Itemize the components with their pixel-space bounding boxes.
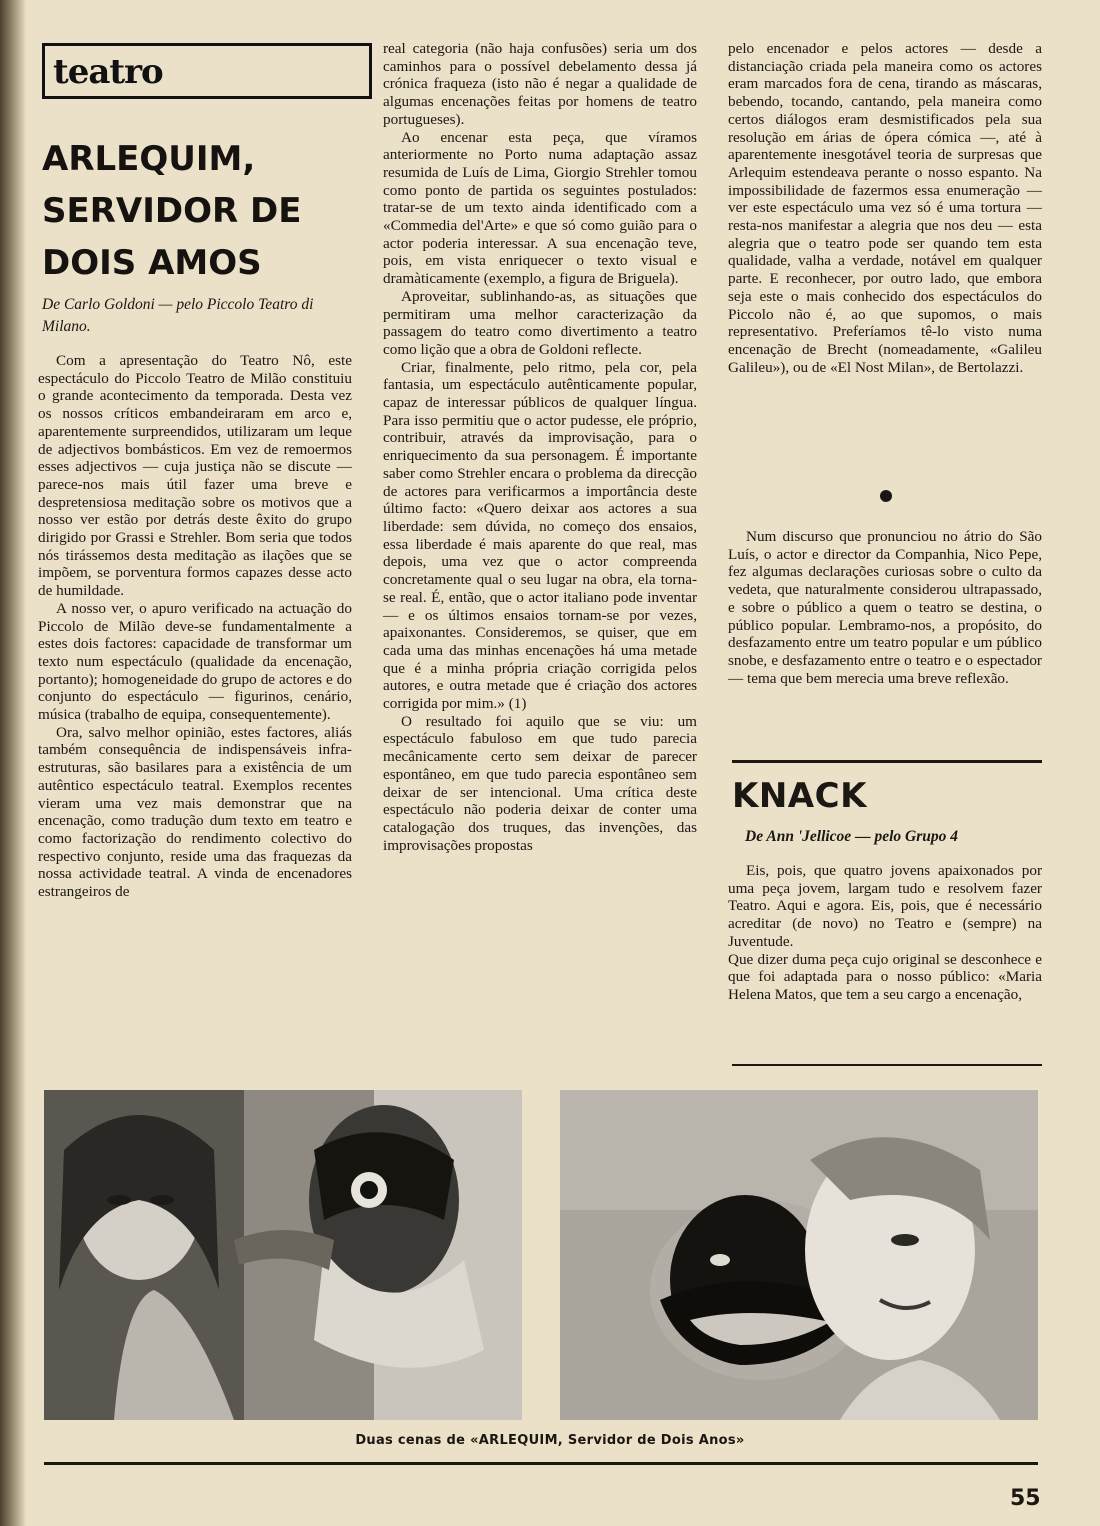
paragraph: Com a apresentação do Teatro Nô, este espectáculo do Piccolo Teatro de Milão constituiu o grande acontecimento da temporada. Desta vez os nossos críticos embandeiraram em arco e, aparentemente surpreendidos, utilizaram um leque de adjectivos bombásticos. Em vez de remoermos esses adjectivos — cuja justiça não se discute — parece-nos mais útil fazer uma breve e despretensiosa meditação sobre os motivos que a nosso ver estão por detrás deste êxito do grupo dirigido por Grassi e Strehler. Bom seria que todos nós tirássemos desta meditação as ilações que se impõem, se porventura formos capazes desse acto de humildade.: [38, 352, 352, 600]
text-column-3-note: [728, 528, 1042, 687]
photo-scene-1: [44, 1090, 522, 1420]
article-title: ARLEQUIM, SERVIDOR DE DOIS AMOS: [42, 139, 302, 283]
paragraph: A nosso ver, o apuro verificado na actuação do Piccolo de Milão deve-se fundamentalmente a estes dois factores: capacidade de transformar um texto num espectáculo (qualidade da encenação, portanto); homogeneidade do grupo de actores e do conjunto do espectáculo — figurinos, cenário, música (trabalho de equipa, consequentemente).: [38, 599, 352, 724]
text-column-1: [38, 352, 352, 901]
article2-title: KNACK: [732, 776, 867, 816]
photo-caption: Duas cenas de «ARLEQUIM, Servidor de Dois Anos»: [355, 1433, 745, 1448]
section-bullet-icon: [880, 490, 892, 502]
footer-rule: [44, 1462, 1038, 1465]
paragraph: real categoria (não haja confusões) seria um dos caminhos para o possível debelamento dessa já crónica fraqueza (isto não é negar a qualidade de algumas encenações feitas por homens de teatro portugueses).: [383, 40, 697, 128]
section-label: teatro: [53, 52, 163, 92]
text-column-2: [383, 40, 697, 854]
paragraph: Que dizer duma peça cujo original se desconhece e que foi adaptada para o nosso público: «Maria Helena Matos, que tem a seu cargo a encenação,: [728, 950, 1042, 1003]
article2-byline: De Ann 'Jellicoe — pelo Grupo 4: [745, 828, 958, 845]
column-end-rule: [732, 1064, 1042, 1066]
paragraph: Criar, finalmente, pelo ritmo, pela cor, pela fantasia, um espectáculo autênticamente popular, capaz de interessar públicos de qualquer língua. Para isso permitiu que o actor pudesse, ele próprio, contribuir, através da improvisação, para o enriquecimento da sua personagem. É importante saber como Strehler encara o problema da direcção de actores para verificarmos a importância deste último facto: «Quero deixar aos actores a sua liberdade: sem dúvida, no começo dos ensaios, essa liberdade é mais aparente do que real, mas depois, uma vez que o actor compreenda concretamente qual o seu lugar na obra, ela torna-se real. É, então, que o actor italiano pode inventar — e os últimos ensaios tornam-se por vezes, apaixonantes. Consideremos, se quiser, que em cada uma das minhas encenações há uma metade que é a minha própria criação corrigida pelos autores, e outra metade que é criação dos actores corrigida por mim.» (1): [383, 358, 697, 713]
paragraph: Eis, pois, que quatro jovens apaixonados por uma peça jovem, largam tudo e resolvem fazer Teatro. Aqui e agora. Eis, pois, que é necessário acreditar (de novo) no Teatro e (sempre) na Juventude.: [728, 862, 1042, 950]
photo-scene-2-image: [560, 1090, 1038, 1420]
page-binding-edge: [0, 0, 26, 1526]
photo-scene-2: [560, 1090, 1038, 1420]
text-column-3: [728, 40, 1042, 376]
section-header-box: [42, 43, 372, 99]
text-column-3-knack: [728, 862, 1042, 1004]
article-byline: De Carlo Goldoni — pelo Piccolo Teatro di Milano.: [42, 296, 314, 335]
paragraph: Num discurso que pronunciou no átrio do São Luís, o actor e director da Companhia, Nico Pepe, fez algumas declarações curiosas sobre o culto da vedeta, que naturalmente considerou ultrapassado, e sobre o público a quem o teatro se destina, o público popular. Lembramo-nos, a propósito, do desfazamento entre um teatro popular e um público snobe, e desfazamento entre o teatro e o espectador — tema que bem merecia uma breve reflexão.: [728, 528, 1042, 687]
paragraph: Aproveitar, sublinhando-as, as situações que permitiram uma melhor caracterização da passagem do teatro como divertimento a teatro como lição que a obra de Goldoni reflecte.: [383, 287, 697, 358]
article-divider: [732, 760, 1042, 763]
paragraph: Ao encenar esta peça, que víramos anteriormente no Porto numa adaptação assaz resumida de Luís de Lima, Giorgio Strehler tomou como ponto de partida os seguintes postulados: tratar-se de um texto ainda identificado com a «Commedia del'Arte» e que só como guião para o actor poderia interessar. A sua encenação teve, pois, em vista enriquecer o texto visual e dramàticamente (exemplo, a figura de Briguela).: [383, 128, 697, 288]
paragraph: O resultado foi aquilo que se viu: um espectáculo fabuloso em que tudo parecia mecânicamente certo sem deixar de parecer espontâneo, em que tudo parecia espontâneo sem deixar de ser intencional. Uma crítica deste espectáculo não poderia deixar de conter uma catalogação dos truques, das invenções, das improvisações propostas: [383, 712, 697, 854]
photo-scene-1-image: [44, 1090, 522, 1420]
page-number: 55: [1010, 1486, 1041, 1511]
paragraph: pelo encenador e pelos actores — desde a distanciação criada pela maneira como os actores eram marcados fora de cena, tirando as máscaras, bebendo, tocando, cantando, pela maneira como certos diálogos eram desmistificados pela sua resolução em árias de ópera cómica —, até à aparentemente inesgotável teoria de surpresas que Arlequim estendeava perante o nosso espanto. Na impossibilidade de fazermos essa enumeração — ver este espectáculo uma vez só é uma tortura — resta-nos manifestar a alegria que nos deu — esta alegria que o teatro pode ser quando tem esta qualidade, valha a verdade, notável em qualquer parte. E reconhecer, por outro lado, que embora seja este o mais conhecido dos espectáculos do Piccolo não é, ao que supomos, o mais representativo. Preferíamos tê-lo visto numa encenação de Brecht (nomeadamente, «Galileu Galileu»), ou de «El Nost Milan», de Bertolazzi.: [728, 40, 1042, 376]
paragraph: Ora, salvo melhor opinião, estes factores, aliás também consequência de indispensáveis infra-estruturas, são basilares para a existência de um autêntico espectáculo teatral. Exemplos recentes vieram uma vez mais demonstrar que na encenação, como tradução dum texto em teatro e como factorização do rendimento colectivo do respectivo conjunto, reside uma das fraquezas da nossa actividade teatral. A vinda de encenadores estrangeiros de: [38, 723, 352, 901]
